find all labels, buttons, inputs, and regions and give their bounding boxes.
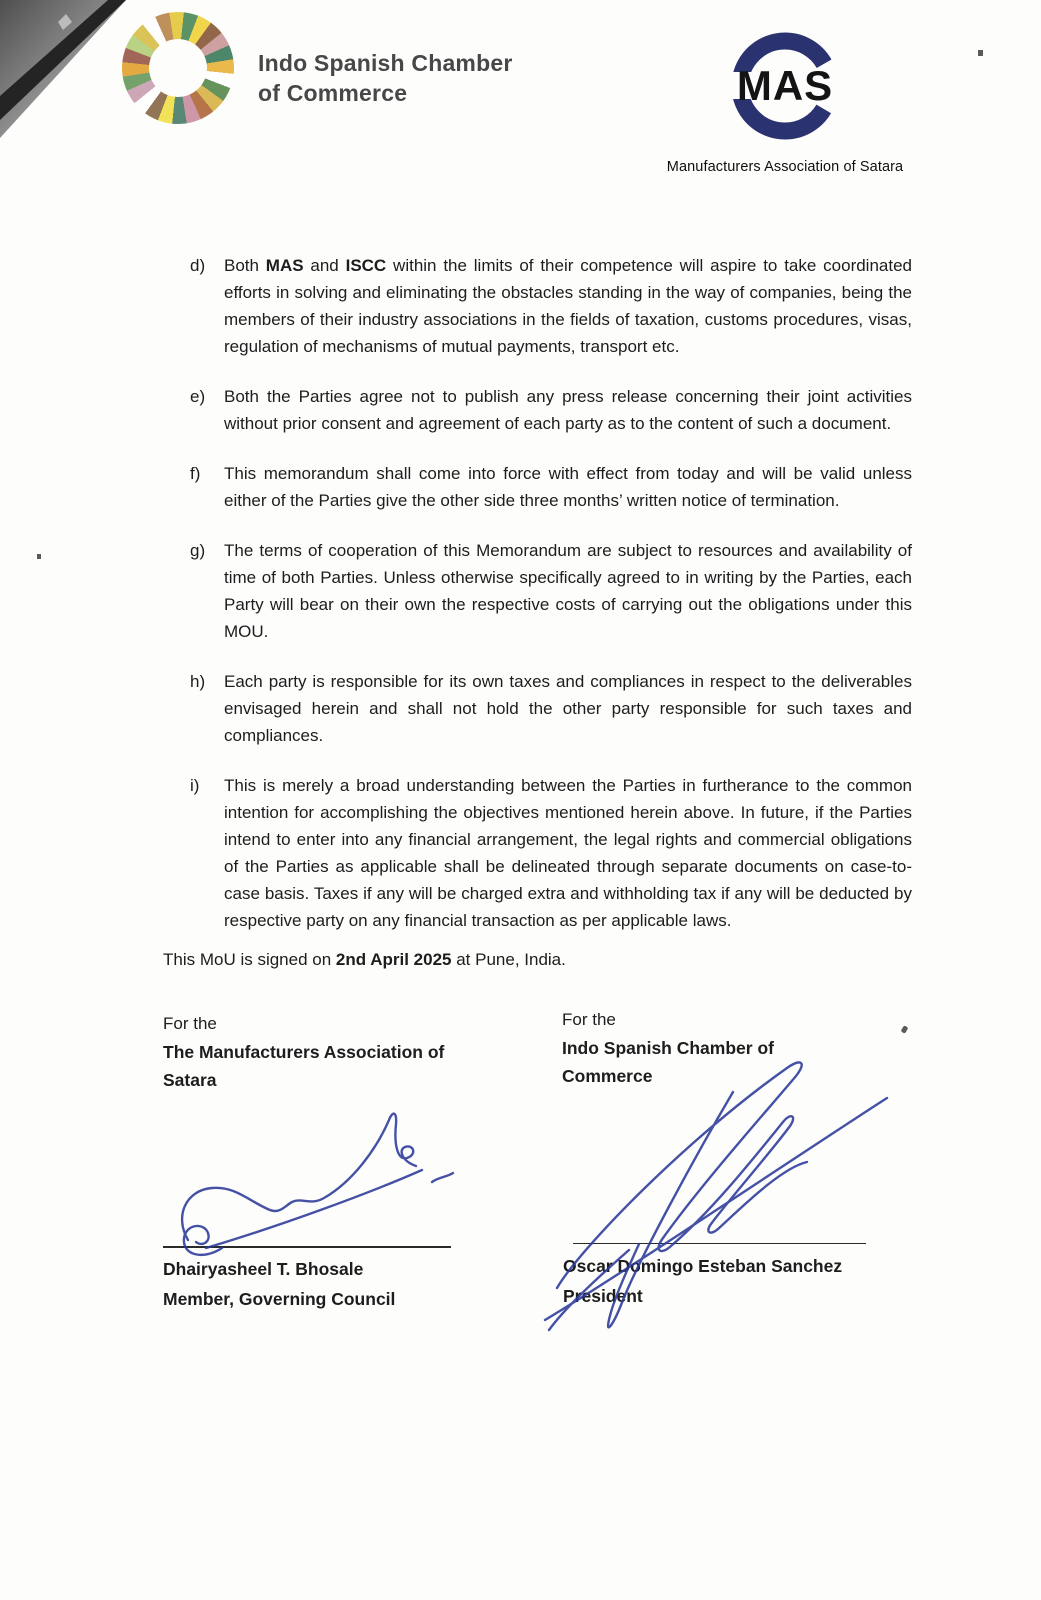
scan-speck bbox=[901, 1025, 909, 1034]
clause-g-text: The terms of cooperation of this Memorandum are subject to resources and availability of time of both Parties. Unless otherwise specifically agreed to in writing by the Parties, each Party will bear on their own the respective costs of carrying out the obligations under this MOU. bbox=[224, 541, 912, 641]
mas-logo-block bbox=[648, 26, 922, 175]
clause-d-text: Both MAS and ISCC within the limits of their competence will aspire to take coordinated efforts in solving and eliminating the obstacles standing in the way of companies, being the members of their industry associations in the fields of taxation, customs procedures, visas, regulation of mechanisms of mutual payments, transport etc. bbox=[224, 256, 912, 356]
clause-f-text: This memorandum shall come into force with effect from today and will be valid unless either of the Parties give the other side three months’ written notice of termination. bbox=[224, 464, 912, 510]
signatory-left-org: The Manufacturers Association of Satara bbox=[163, 1042, 445, 1090]
clause-h bbox=[190, 668, 912, 749]
iscc-logo-hole bbox=[143, 33, 213, 103]
clause-h-text: Each party is responsible for its own taxes and compliances in respect to the deliverables envisaged herein and shall not hold the other party responsible for such taxes and compliances. bbox=[224, 672, 912, 745]
signature-line-right bbox=[573, 1243, 866, 1244]
clause-i bbox=[190, 772, 912, 934]
signatory-right-org: Indo Spanish Chamber of Commerce bbox=[562, 1038, 774, 1086]
clause-e bbox=[190, 383, 912, 437]
scan-speck bbox=[978, 50, 983, 56]
mas-caption: Manufacturers Association of Satara bbox=[666, 159, 904, 175]
clause-g-label: g) bbox=[190, 541, 206, 560]
iscc-wordmark-line2: of Commerce bbox=[258, 80, 408, 106]
clause-e-label: e) bbox=[190, 387, 206, 406]
clause-d bbox=[190, 252, 912, 360]
clause-g bbox=[190, 537, 912, 645]
clause-f bbox=[190, 460, 912, 514]
clause-i-text: This is merely a broad understanding between the Parties in furtherance to the common intention for accomplishing the objectives mentioned herein above. In future, if the Parties intend to enter into any financial arrangement, the legal rights and commercial obligations of the Parties as applicable shall be delineated through separate documents on case-to-case basis. Taxes if any will be charged extra and withholding tax if any will be deducted by respective party on any financial transaction as per applicable laws. bbox=[224, 776, 912, 930]
signature-line-left bbox=[163, 1246, 451, 1248]
signatory-left-identity bbox=[163, 1254, 395, 1314]
signatory-left-title: Member, Governing Council bbox=[163, 1289, 396, 1309]
clause-e-text: Both the Parties agree not to publish any press release concerning their joint activities without prior consent and agreement of each party as to the content of such a document. bbox=[224, 387, 912, 433]
signatory-left-name: Dhairyasheel T. Bhosale bbox=[163, 1259, 364, 1279]
signing-statement: This MoU is signed on 2nd April 2025 at Pune, India. bbox=[163, 950, 566, 969]
signatory-right-identity bbox=[563, 1251, 842, 1311]
signatory-right-title: President bbox=[563, 1286, 643, 1306]
mas-logo bbox=[675, 26, 895, 150]
scan-corner-shadow bbox=[0, 0, 140, 150]
clause-i-label: i) bbox=[190, 776, 200, 795]
signature-ink-left bbox=[160, 1090, 470, 1260]
signatory-left-block bbox=[163, 1010, 473, 1094]
signatory-left-for: For the bbox=[163, 1014, 217, 1033]
mas-acronym: MAS bbox=[736, 62, 834, 109]
signatory-right-name: Oscar Domingo Esteban Sanchez bbox=[563, 1256, 843, 1276]
clause-list bbox=[190, 252, 912, 957]
clause-f-label: f) bbox=[190, 464, 201, 483]
clause-d-label: d) bbox=[190, 256, 206, 275]
clause-h-label: h) bbox=[190, 672, 206, 691]
scan-speck bbox=[37, 554, 41, 559]
signatory-right-for: For the bbox=[562, 1010, 616, 1029]
iscc-wordmark-line1: Indo Spanish Chamber bbox=[258, 50, 513, 76]
signatory-right-block bbox=[562, 1006, 832, 1090]
iscc-wordmark bbox=[258, 48, 512, 108]
